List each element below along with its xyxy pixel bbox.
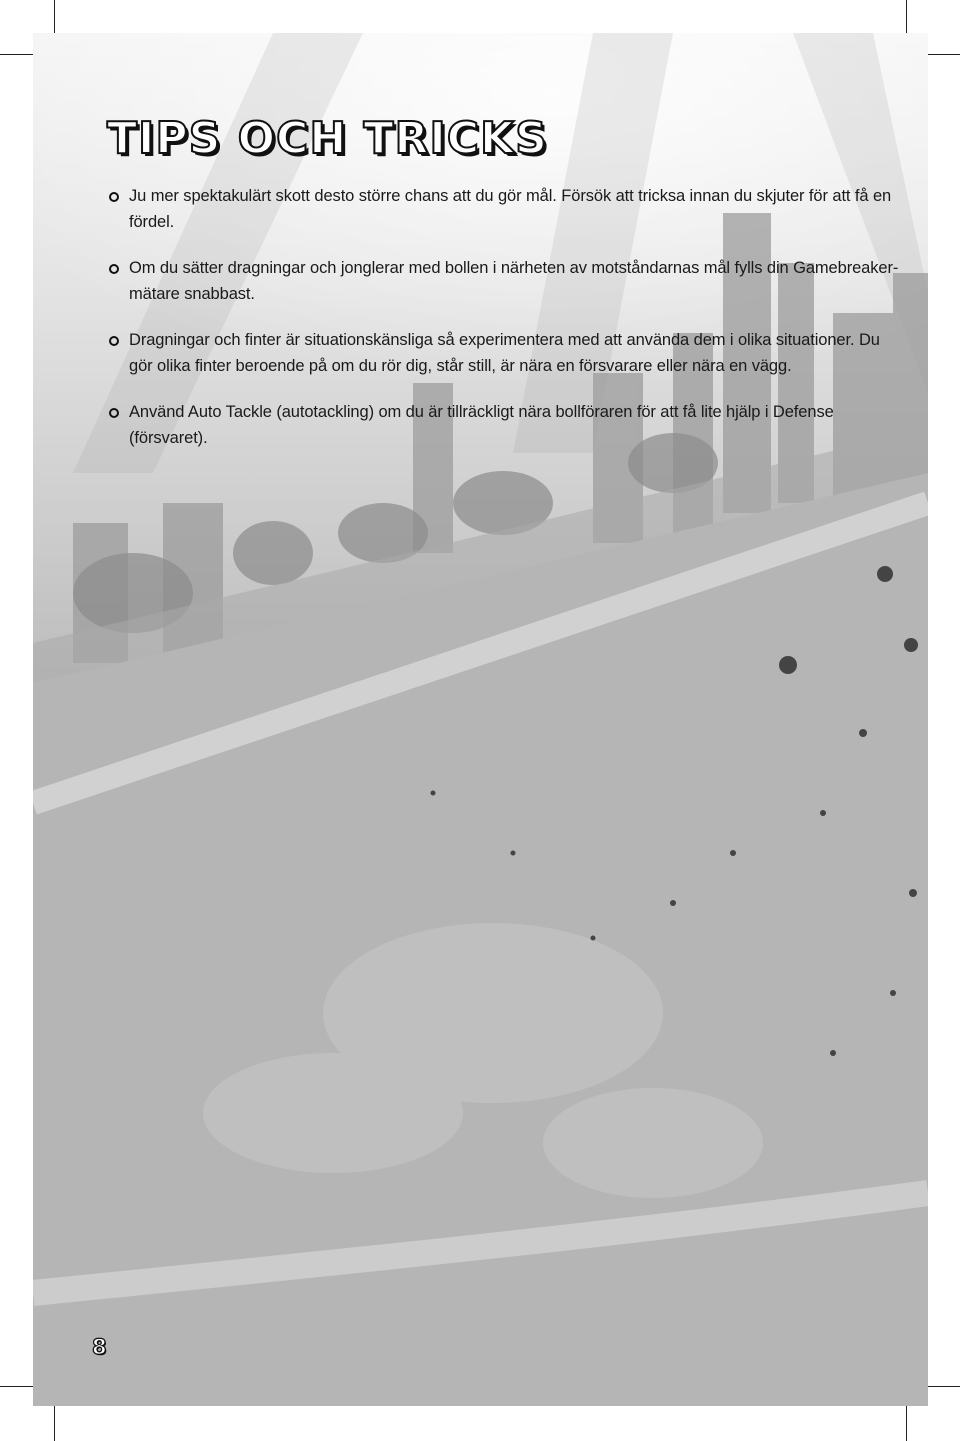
crop-mark bbox=[54, 1405, 55, 1441]
tip-item bbox=[106, 256, 906, 307]
crop-mark bbox=[0, 54, 36, 55]
crop-mark bbox=[906, 0, 907, 36]
crop-mark bbox=[924, 1386, 960, 1387]
circle-bullet-icon bbox=[109, 264, 119, 274]
crop-mark bbox=[0, 1386, 36, 1387]
crop-mark bbox=[906, 1405, 907, 1441]
tip-text: Dragningar och finter är situationskänsliga så experimentera med att använda dem i olika situationer. Du gör olika finter beroende på om du rör dig, står still, är nära en försvarare eller nära en vägg. bbox=[129, 331, 880, 375]
tip-text: Ju mer spektakulärt skott desto större chans att du gör mål. Försök att tricksa innan du skjuter för att få en fördel. bbox=[129, 187, 892, 231]
page-number: 8 bbox=[92, 1335, 107, 1359]
manual-page bbox=[33, 33, 928, 1406]
tip-item bbox=[106, 328, 906, 379]
tip-item bbox=[106, 184, 906, 235]
circle-bullet-icon bbox=[109, 192, 119, 202]
circle-bullet-icon bbox=[109, 336, 119, 346]
crop-mark bbox=[54, 0, 55, 36]
page-title: TIPS OCH TRICKS bbox=[107, 113, 548, 164]
circle-bullet-icon bbox=[109, 408, 119, 418]
tip-text: Om du sätter dragningar och jonglerar med bollen i närheten av motståndarnas mål fylls din Gamebreaker-mätare snabbast. bbox=[129, 259, 899, 303]
crop-mark bbox=[924, 54, 960, 55]
tip-item bbox=[106, 400, 906, 451]
tip-text: Använd Auto Tackle (autotackling) om du är tillräckligt nära bollföraren för att få lite hjälp i Defense (försvaret). bbox=[129, 403, 834, 447]
tips-list bbox=[106, 184, 906, 472]
